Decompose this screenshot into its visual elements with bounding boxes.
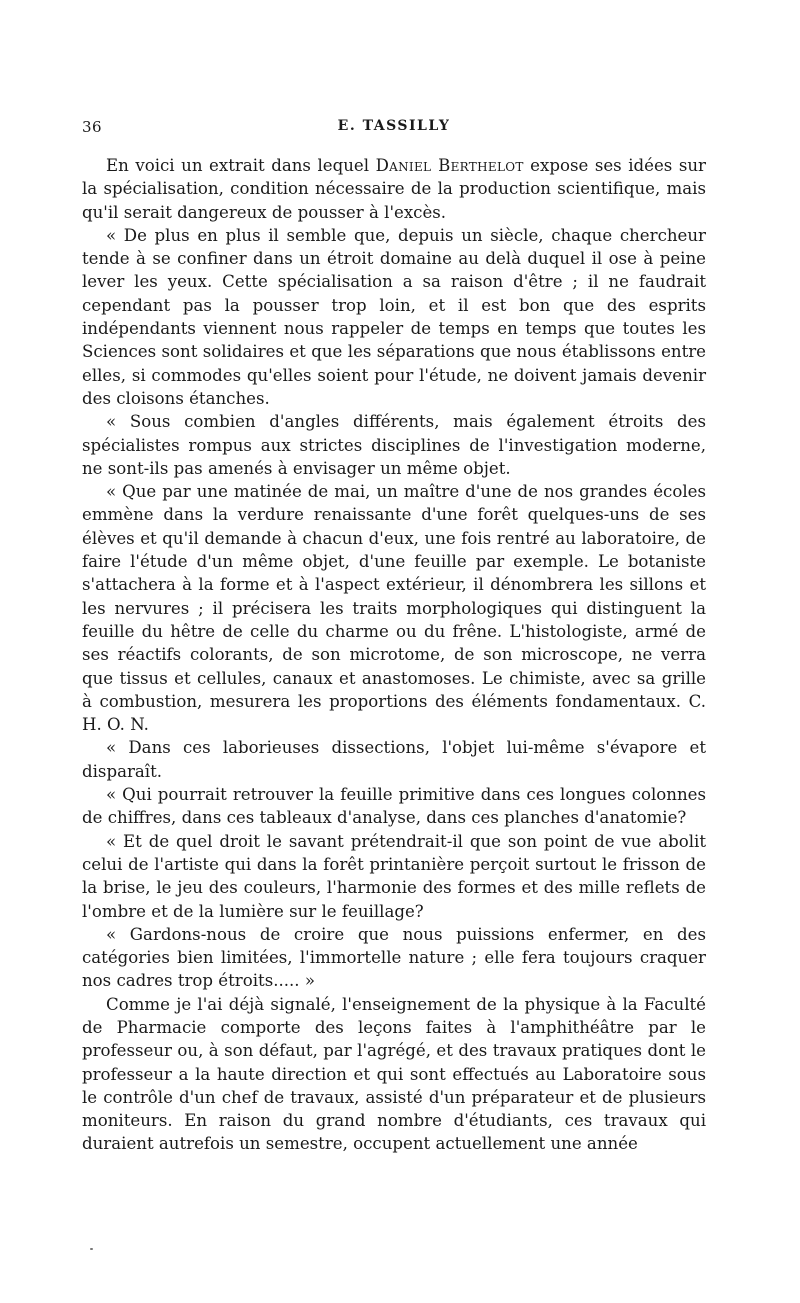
quote-paragraph-feuille: « Qui pourrait retrouver la feuille primitive dans ces longues colonnes de chiffres, dans ces tableaux d'analyse, dans ces planches d'anatomie?	[82, 785, 706, 828]
paragraph-intro-post: expose ses idées sur la spécialisation, condition nécessaire de la production scientifique, mais qu'il serait dangereux de pousser à l'excès.	[82, 156, 706, 222]
paragraph-intro-pre: En voici un extrait dans lequel	[106, 156, 376, 175]
body-text	[82, 154, 706, 1156]
paragraph-intro	[82, 154, 706, 224]
book-page	[82, 0, 706, 1303]
author-name: Daniel Berthelot	[375, 156, 524, 175]
quote-paragraph-specialisation: « De plus en plus il semble que, depuis un siècle, chaque chercheur tende à se confiner dans un étroit domaine au delà duquel il ose à peine lever les yeux. Cette spécialisation a sa raison d'être ; il ne faudrait cependant pas la pousser trop loin, et il est bon que des esprits indépendants viennent nous rappeler de temps en temps que toutes les Sciences sont solidaires et que les séparations que nous établissons entre elles, si commodes qu'elles soient pour l'étude, ne doivent jamais devenir des cloisons étanches.	[82, 225, 706, 408]
page-header	[82, 118, 706, 140]
quote-paragraph-artiste: « Et de quel droit le savant prétendrait-il que son point de vue abolit celui de l'artiste qui dans la forêt printanière perçoit surtout le frisson de la brise, le jeu des couleurs, l'harmonie des formes et des mille reflets de l'ombre et de la lumière sur le feuillage?	[82, 831, 706, 921]
page-number: 36	[82, 118, 103, 136]
quote-paragraph-angles: « Sous combien d'angles différents, mais également étroits des spécialistes rompus aux strictes disciplines de l'investigation moderne, ne sont-ils pas amenés à envisager un même objet.	[82, 412, 706, 478]
print-speck	[90, 1248, 93, 1250]
quote-paragraph-dissections: « Dans ces laborieuses dissections, l'objet lui-même s'évapore et disparaît.	[82, 738, 706, 781]
running-head: E. TASSILLY	[337, 118, 451, 134]
paragraph-enseignement: Comme je l'ai déjà signalé, l'enseignement de la physique à la Faculté de Pharmacie comporte des leçons faites à l'amphithéâtre par le professeur ou, à son défaut, par l'agrégé, et des travaux pratiques dont le professeur a la haute direction et qui sont effectués au Laboratoire sous le contrôle d'un chef de travaux, assisté d'un préparateur et de plusieurs moniteurs. En raison du grand nombre d'étudiants, ces travaux qui duraient autrefois un semestre, occupent actuellement une année	[82, 994, 706, 1154]
quote-paragraph-nature: « Gardons-nous de croire que nous puissions enfermer, en des catégories bien limitées, l'immortelle nature ; elle fera toujours craquer nos cadres trop étroits..... »	[82, 924, 706, 991]
quote-paragraph-matinee: « Que par une matinée de mai, un maître d'une de nos grandes écoles emmène dans la verdure renaissante d'une forêt quelques-uns de ses élèves et qu'il demande à chacun d'eux, une fois rentré au laboratoire, de faire l'étude d'un même objet, d'une feuille par exemple. Le botaniste s'attachera à la forme et à l'aspect extérieur, il dénombrera les sillons et les nervures ; il précisera les traits morphologiques qui distinguent la feuille du hêtre de celle du charme ou du frêne. L'histologiste, armé de ses réactifs colorants, de son microtome, de son microscope, ne verra que tissus et cellules, canaux et anastomoses. Le chimiste, avec sa grille à combustion, mesurera les proportions des éléments fondamentaux. C. H. O. N.	[82, 482, 706, 735]
